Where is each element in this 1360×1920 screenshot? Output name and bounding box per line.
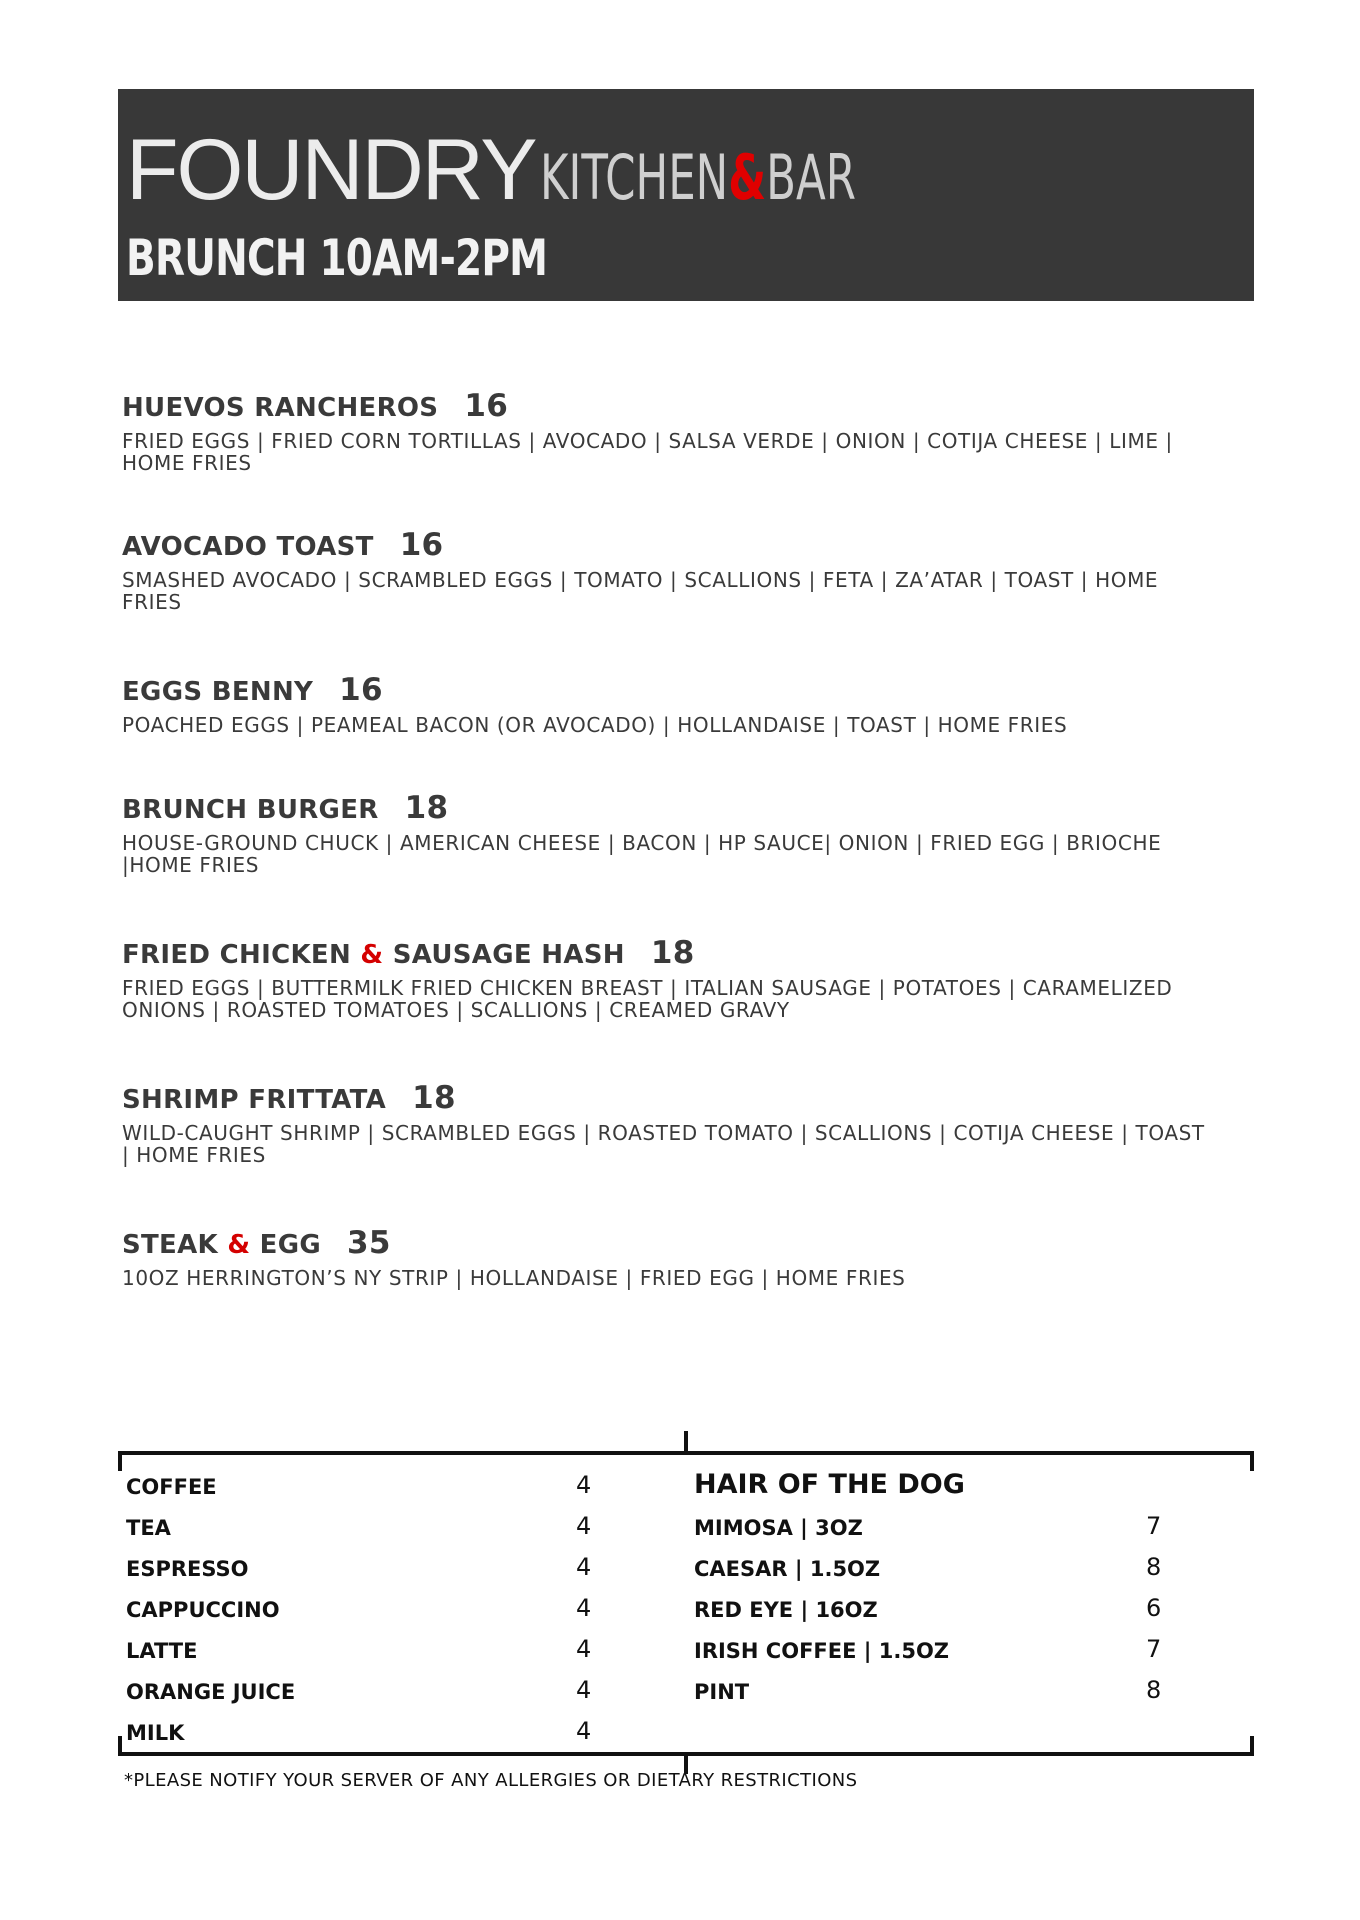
drink-price: 7	[1146, 1635, 1162, 1663]
item-description	[122, 430, 1242, 474]
item-name: BRUNCH BURGER	[122, 795, 379, 825]
item-price: 18	[650, 935, 695, 971]
drink-row	[126, 1715, 626, 1756]
drink-price: 8	[1146, 1676, 1162, 1704]
item-description	[122, 832, 1242, 876]
brand-kitchen: KITCHEN	[539, 141, 728, 214]
drink-row	[126, 1469, 626, 1510]
drink-name: IRISH COFFEE | 1.5OZ	[694, 1639, 950, 1663]
item-name-part: FRIED CHICKEN	[122, 940, 361, 970]
item-name-part: SAUSAGE HASH	[383, 940, 625, 970]
item-price: 16	[339, 672, 383, 708]
drink-price: 4	[576, 1676, 592, 1704]
item-description-line: WILD-CAUGHT SHRIMP | SCRAMBLED EGGS | ROASTED TOMATO | SCALLIONS | COTIJA CHEESE | TOAST	[122, 1121, 1205, 1145]
drink-name: TEA	[126, 1516, 171, 1540]
bracket-corner	[1250, 1736, 1254, 1756]
bracket-center-tick	[684, 1431, 688, 1451]
hot-drinks-list	[126, 1469, 626, 1756]
menu-item-avocado-toast	[122, 527, 1242, 613]
item-price: 16	[399, 527, 444, 563]
item-description-line: |HOME FRIES	[122, 853, 260, 877]
drink-name: CAPPUCCINO	[126, 1598, 280, 1622]
menu-item-fried-chicken-sausage-hash	[122, 935, 1242, 1021]
item-description-line: POACHED EGGS | PEAMEAL BACON (OR AVOCADO) | HOLLANDAISE | TOAST | HOME FRIES	[122, 713, 1068, 737]
item-name: SHRIMP FRITTATA	[122, 1085, 387, 1115]
hair-of-the-dog-heading: HAIR OF THE DOG	[694, 1469, 965, 1500]
item-description-line: HOME FRIES	[122, 451, 252, 475]
item-description	[122, 977, 1242, 1021]
brand-subtitle	[539, 141, 856, 214]
item-name-ampersand: &	[360, 940, 384, 970]
bracket-corner	[118, 1451, 122, 1471]
drink-price: 4	[576, 1635, 592, 1663]
item-description	[122, 569, 1242, 613]
bracket-corner	[1250, 1451, 1254, 1471]
drink-price: 4	[576, 1717, 592, 1745]
brand-name: FOUNDRY	[126, 122, 536, 218]
drink-row	[694, 1510, 1214, 1551]
item-name-part: EGG	[250, 1230, 322, 1260]
item-description-line: FRIES	[122, 590, 182, 614]
drink-row	[694, 1551, 1214, 1592]
drink-price: 4	[576, 1553, 592, 1581]
item-description-line: | HOME FRIES	[122, 1143, 266, 1167]
brand-ampersand: &	[727, 141, 766, 214]
bracket-top-rule	[118, 1451, 1254, 1455]
item-description-line: FRIED EGGS | BUTTERMILK FRIED CHICKEN BREAST | ITALIAN SAUSAGE | POTATOES | CARAMELIZED	[122, 976, 1173, 1000]
drink-row	[126, 1633, 626, 1674]
drink-row	[694, 1633, 1214, 1674]
drink-row	[126, 1674, 626, 1715]
drink-name: PINT	[694, 1680, 750, 1704]
item-description-line: 10OZ HERRINGTON’S NY STRIP | HOLLANDAISE | FRIED EGG | HOME FRIES	[122, 1266, 906, 1290]
item-description-line: SMASHED AVOCADO | SCRAMBLED EGGS | TOMATO | SCALLIONS | FETA | ZA’ATAR | TOAST | HOME	[122, 568, 1159, 592]
drink-price: 4	[576, 1471, 592, 1499]
item-price: 18	[412, 1080, 456, 1116]
drink-row	[126, 1510, 626, 1551]
item-price: 16	[464, 388, 509, 424]
drink-price: 6	[1146, 1594, 1162, 1622]
drink-row	[126, 1592, 626, 1633]
drink-name: RED EYE | 16OZ	[694, 1598, 878, 1622]
brand-bar: BAR	[765, 141, 856, 214]
drink-row	[126, 1551, 626, 1592]
item-description	[122, 1122, 1242, 1166]
menu-item-brunch-burger	[122, 790, 1242, 876]
drink-price: 8	[1146, 1553, 1162, 1581]
hair-of-the-dog-list	[694, 1469, 1214, 1715]
menu-item-huevos-rancheros	[122, 388, 1242, 474]
drink-price: 4	[576, 1594, 592, 1622]
drink-name: ORANGE JUICE	[126, 1680, 296, 1704]
drink-name: CAESAR | 1.5OZ	[694, 1557, 881, 1581]
drinks-section	[118, 1451, 1254, 1756]
brunch-hours: BRUNCH 10AM-2PM	[126, 229, 548, 287]
brand-logo	[126, 122, 945, 218]
drink-name: LATTE	[126, 1639, 198, 1663]
item-name-ampersand: &	[227, 1230, 251, 1260]
menu-item-eggs-benny	[122, 672, 1242, 736]
drink-price: 7	[1146, 1512, 1162, 1540]
drink-name: COFFEE	[126, 1475, 217, 1499]
item-description-line: ONIONS | ROASTED TOMATOES | SCALLIONS | CREAMED GRAVY	[122, 998, 790, 1022]
item-description-line: FRIED EGGS | FRIED CORN TORTILLAS | AVOCADO | SALSA VERDE | ONION | COTIJA CHEESE | LIME |	[122, 429, 1173, 453]
item-name: HUEVOS RANCHEROS	[122, 393, 439, 423]
bracket-corner	[118, 1736, 122, 1756]
menu-item-shrimp-frittata	[122, 1080, 1242, 1166]
item-name: AVOCADO TOAST	[122, 532, 374, 562]
item-name-part: STEAK	[122, 1230, 228, 1260]
drink-name: MIMOSA | 3OZ	[694, 1516, 863, 1540]
item-price: 18	[404, 790, 449, 826]
item-name: EGGS BENNY	[122, 677, 314, 707]
menu-item-steak-and-egg	[122, 1225, 1242, 1289]
drink-row	[694, 1592, 1214, 1633]
drink-name: ESPRESSO	[126, 1557, 249, 1581]
drink-row	[694, 1674, 1214, 1715]
item-price: 35	[347, 1225, 391, 1261]
allergy-footnote: *PLEASE NOTIFY YOUR SERVER OF ANY ALLERGIES OR DIETARY RESTRICTIONS	[124, 1770, 858, 1791]
drink-name: MILK	[126, 1721, 185, 1745]
item-description	[122, 1267, 1242, 1289]
drink-price: 4	[576, 1512, 592, 1540]
item-description-line: HOUSE-GROUND CHUCK | AMERICAN CHEESE | BACON | HP SAUCE| ONION | FRIED EGG | BRIOCHE	[122, 831, 1162, 855]
item-description	[122, 714, 1242, 736]
menu-header	[118, 89, 1254, 301]
